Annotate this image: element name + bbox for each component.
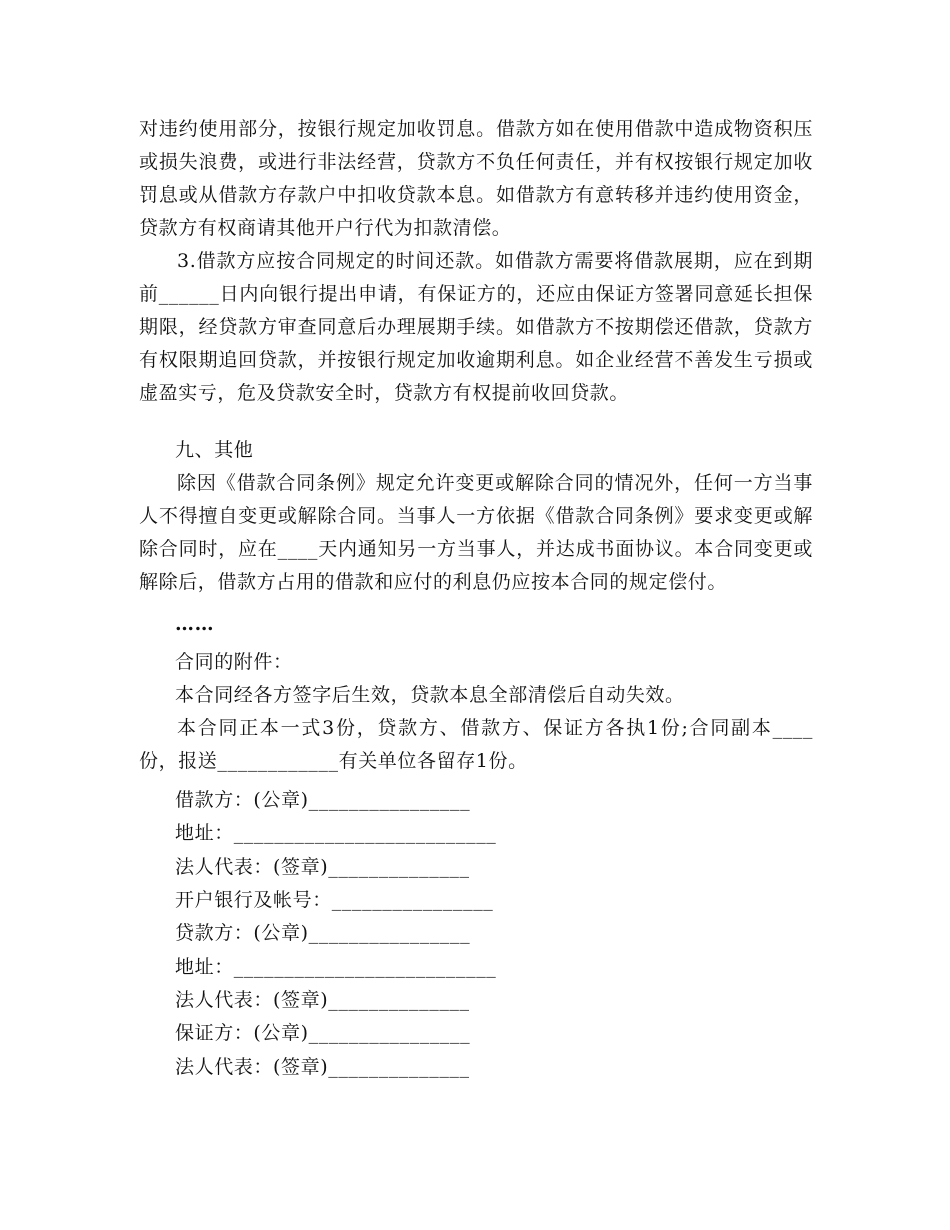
paragraph-breach-penalty: 对违约使用部分，按银行规定加收罚息。借款方如在使用借款中造成物资积压或损失浪费，或进行非法经营，贷款方不负任何责任，并有权按银行规定加收罚息或从借款方存款户中扣收贷款本息。如借款方有意转移并违约使用资金，贷款方有权商请其他开户行代为扣款清偿。 xyxy=(139,118,813,239)
signature-line: 借款方：(公章)________________ xyxy=(175,789,471,811)
attachments-label: 合同的附件： xyxy=(175,651,293,673)
signature-line: 开户银行及帐号：________________ xyxy=(175,889,494,911)
paragraph-copies: 本合同正本一式3份，贷款方、借款方、保证方各执1份;合同副本____份，报送____________有关单位各留存1份。 xyxy=(139,717,813,772)
signature-line: 地址：__________________________ xyxy=(175,822,497,844)
signature-line: 法人代表：(签章)______________ xyxy=(175,856,470,878)
effect-statement: 本合同经各方签字后生效，贷款本息全部清偿后自动失效。 xyxy=(175,684,685,706)
ellipsis: …… xyxy=(175,613,215,635)
paragraph-contract-change: 除因《借款合同条例》规定允许变更或解除合同的情况外，任何一方当事人不得擅自变更或解除合同。当事人一方依据《借款合同条例》要求变更或解除合同时，应在____天内通知另一方当事人，并达成书面协议。本合同变更或解除后，借款方占用的借款和应付的利息仍应按本合同的规定偿付。 xyxy=(139,472,813,593)
section-heading-other: 九、其他 xyxy=(175,439,254,461)
signature-line: 法人代表：(签章)______________ xyxy=(175,1056,470,1078)
signature-line: 保证方：(公章)________________ xyxy=(175,1022,471,1044)
signature-line: 地址：__________________________ xyxy=(175,956,497,978)
signature-line: 贷款方：(公章)________________ xyxy=(175,922,471,944)
signature-line: 法人代表：(签章)______________ xyxy=(175,989,470,1011)
paragraph-repayment-extension: 3.借款方应按合同规定的时间还款。如借款方需要将借款展期，应在到期前______日内向银行提出申请，有保证方的，还应由保证方签署同意延长担保期限，经贷款方审查同意后办理展期手续。如借款方不按期偿还借款，贷款方有权限期追回贷款，并按银行规定加收逾期利息。如企业经营不善发生亏损或虚盈实亏，危及贷款安全时，贷款方有权提前收回贷款。 xyxy=(139,250,813,404)
